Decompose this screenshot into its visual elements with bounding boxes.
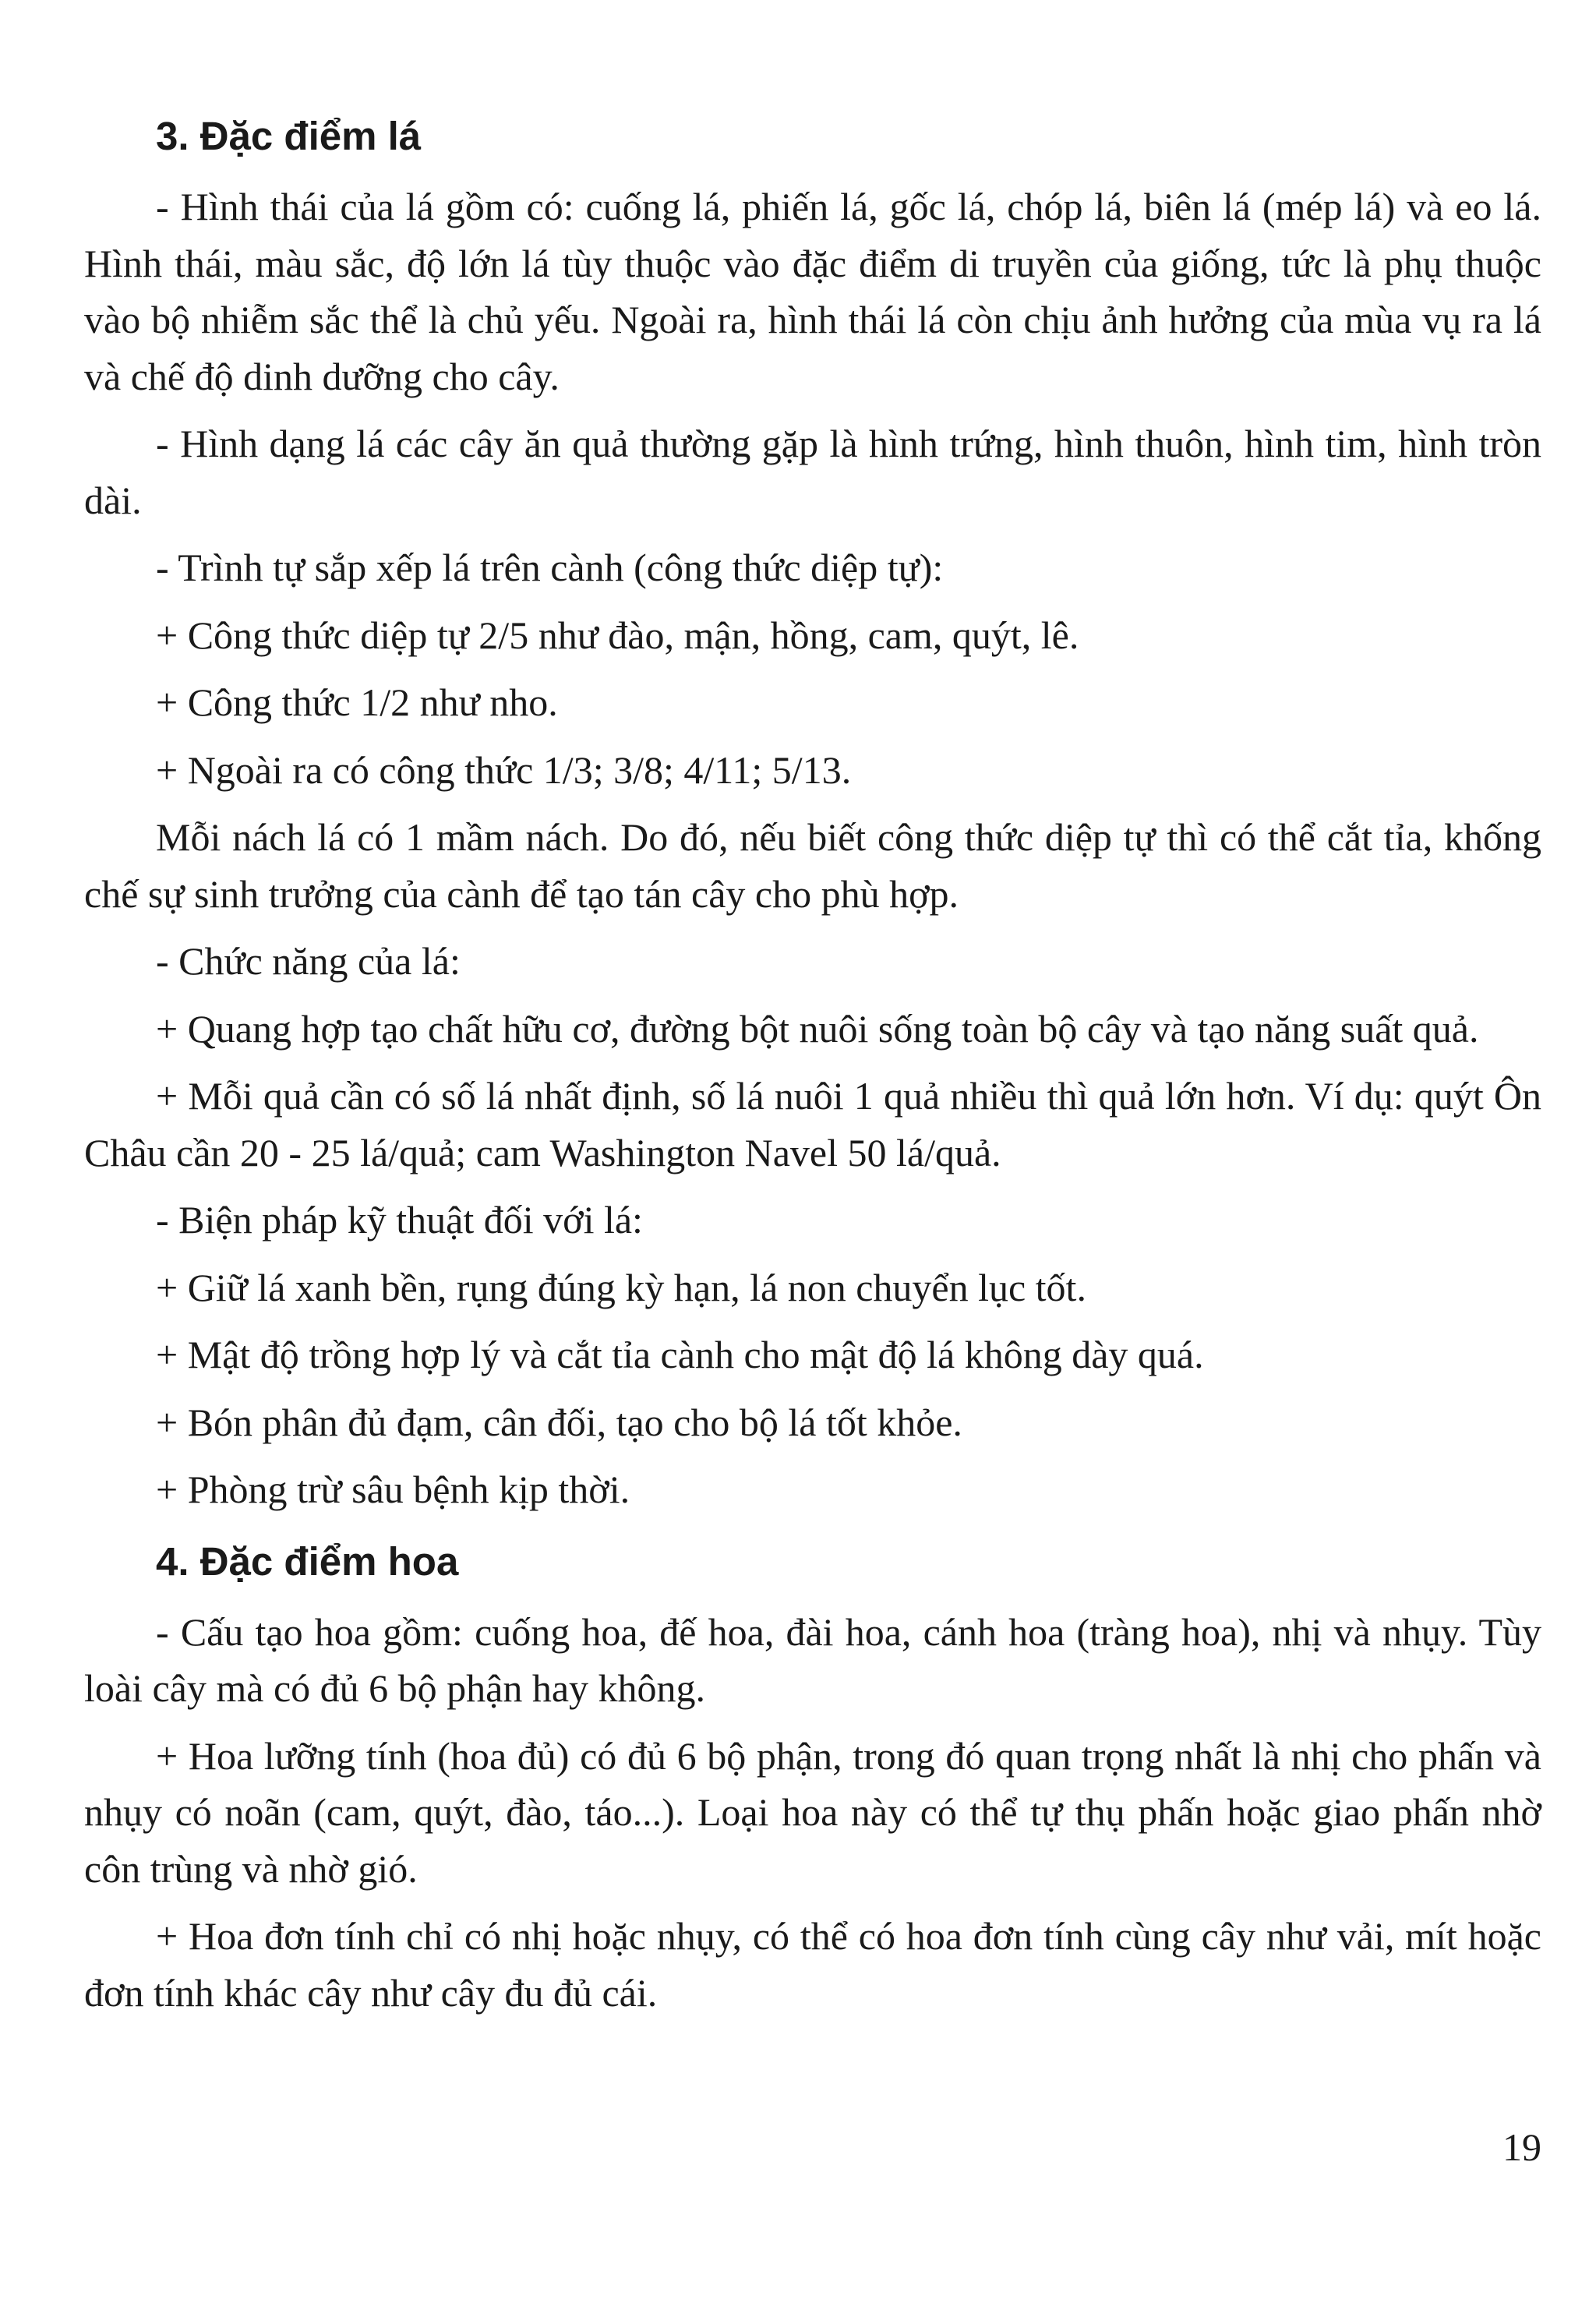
paragraph-flower-structure: - Cấu tạo hoa gồm: cuống hoa, đế hoa, đài hoa, cánh hoa (tràng hoa), nhị và nhụy. Tùy loài cây mà có đủ 6 bộ phận hay không.: [84, 1609, 1541, 1710]
list-item-pest-control: + Phòng trừ sâu bệnh kịp thời.: [156, 1468, 630, 1511]
list-item-leaves-per-fruit: + Mỗi quả cần có số lá nhất định, số lá nuôi 1 quả nhiều thì quả lớn hơn. Ví dụ: quýt Ôn Châu cần 20 - 25 lá/quả; cam Washington Navel 50 lá/quả.: [84, 1074, 1541, 1174]
list-item-phyllotaxy-other: + Ngoài ra có công thức 1/3; 3/8; 4/11; 5/13.: [156, 747, 852, 792]
list-item-fertilizing: + Bón phân đủ đạm, cân đối, tạo cho bộ lá tốt khỏe.: [156, 1400, 962, 1444]
list-item-bisexual-flower: + Hoa lưỡng tính (hoa đủ) có đủ 6 bộ phận, trong đó quan trọng nhất là nhị cho phấn và nhụy có noãn (cam, quýt, đào, táo...). Loại hoa này có thể tự thụ phấn hoặc giao phấn nhờ côn trùng và nhờ gió.: [84, 1733, 1541, 1891]
page-number: 19: [1502, 2125, 1541, 2169]
paragraph-leaf-shapes: - Hình dạng lá các cây ăn quả thường gặp là hình trứng, hình thuôn, hình tim, hình tròn dài.: [84, 422, 1541, 522]
list-item-phyllotaxy-1-2: + Công thức 1/2 như nho.: [156, 680, 558, 724]
list-item-unisexual-flower: + Hoa đơn tính chỉ có nhị hoặc nhụy, có thể có hoa đơn tính cùng cây như vải, mít hoặc đơn tính khác cây như cây đu đủ cái.: [84, 1914, 1541, 2015]
paragraph-axillary-bud: Mỗi nách lá có 1 mầm nách. Do đó, nếu biết công thức diệp tự thì có thể cắt tỉa, khống chế sự sinh trưởng của cành để tạo tán cây cho phù hợp.: [84, 815, 1541, 916]
list-item-photosynthesis: + Quang hợp tạo chất hữu cơ, đường bột nuôi sống toàn bộ cây và tạo năng suất quả.: [156, 1006, 1479, 1051]
paragraph-phyllotaxy-intro: - Trình tự sắp xếp lá trên cành (công thức diệp tự):: [156, 546, 944, 589]
paragraph-leaf-morphology: - Hình thái của lá gồm có: cuống lá, phiến lá, gốc lá, chóp lá, biên lá (mép lá) và eo lá. Hình thái, màu sắc, độ lớn lá tùy thuộc vào đặc điểm di truyền của giống, tức là phụ thuộc vào bộ nhiễm sắc thể là chủ yếu. Ngoài ra, hình thái lá còn chịu ảnh hưởng của mùa vụ ra lá và chế độ dinh dưỡng cho cây.: [84, 185, 1541, 398]
list-item-phyllotaxy-2-5: + Công thức diệp tự 2/5 như đào, mận, hồng, cam, quýt, lê.: [156, 613, 1079, 657]
list-item-keep-leaves-green: + Giữ lá xanh bền, rụng đúng kỳ hạn, lá non chuyển lục tốt.: [156, 1265, 1086, 1309]
section-heading-flower: 4. Đặc điểm hoa: [156, 1538, 459, 1584]
list-item-planting-density: + Mật độ trồng hợp lý và cắt tỉa cành cho mật độ lá không dày quá.: [156, 1333, 1204, 1376]
paragraph-leaf-techniques-intro: - Biện pháp kỹ thuật đối với lá:: [156, 1198, 643, 1242]
page-content: [84, 105, 1541, 2032]
paragraph-leaf-function-intro: - Chức năng của lá:: [156, 939, 461, 983]
section-heading-leaf: 3. Đặc điểm lá: [156, 114, 422, 158]
